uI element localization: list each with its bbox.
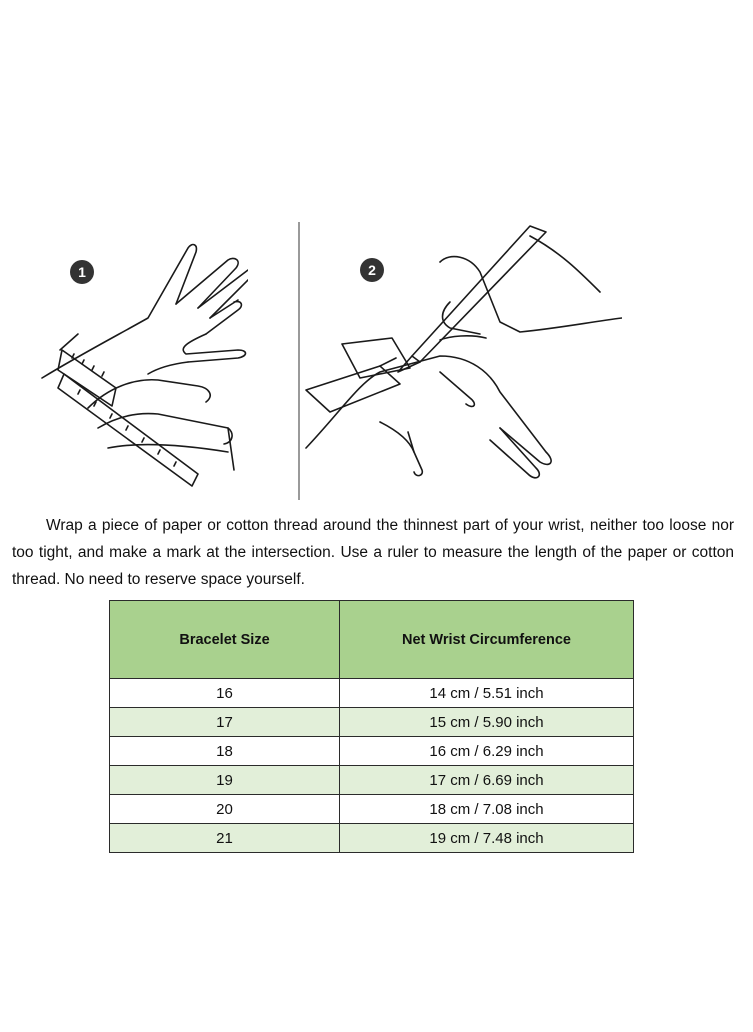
hand-icon xyxy=(306,356,551,478)
pen-icon xyxy=(398,226,546,372)
step-1-badge xyxy=(70,260,94,284)
table-row xyxy=(110,708,634,737)
bracelet-size-cell: 18 xyxy=(110,737,340,766)
wrist-circumference-cell: 16 cm / 6.29 inch xyxy=(340,737,634,766)
table-header-row xyxy=(110,601,634,679)
table-row xyxy=(110,766,634,795)
svg-text:1: 1 xyxy=(78,264,86,280)
header-net-wrist-circumference: Net Wrist Circumference xyxy=(340,601,634,679)
bracelet-size-cell: 21 xyxy=(110,824,340,853)
wrist-circumference-cell: 14 cm / 5.51 inch xyxy=(340,679,634,708)
bracelet-size-cell: 16 xyxy=(110,679,340,708)
step-2-badge xyxy=(360,258,384,282)
paper-strip-icon xyxy=(306,338,410,412)
table-row xyxy=(110,795,634,824)
bracelet-size-cell: 17 xyxy=(110,708,340,737)
right-hand-icon xyxy=(88,380,234,470)
instructions-paragraph: Wrap a piece of paper or cotton thread around the thinnest part of your wrist, neither too loose nor too tight, and make a mark at the intersection. Use a ruler to measure the length of the paper or cotton thread. No need to reserve space yourself. xyxy=(12,517,734,588)
bracelet-size-cell: 19 xyxy=(110,766,340,795)
holding-hand-icon xyxy=(440,236,622,340)
table-row xyxy=(110,824,634,853)
table-row xyxy=(110,679,634,708)
wrist-circumference-cell: 18 cm / 7.08 inch xyxy=(340,795,634,824)
svg-text:2: 2 xyxy=(368,262,376,278)
header-bracelet-size: Bracelet Size xyxy=(110,601,340,679)
size-chart-table xyxy=(109,600,634,853)
bracelet-size-cell: 20 xyxy=(110,795,340,824)
wrist-circumference-cell: 17 cm / 6.69 inch xyxy=(340,766,634,795)
wrist-circumference-cell: 19 cm / 7.48 inch xyxy=(340,824,634,853)
table-row xyxy=(110,737,634,766)
step-2-illustration xyxy=(300,222,622,500)
step-1-illustration xyxy=(38,238,248,493)
wrist-circumference-cell: 15 cm / 5.90 inch xyxy=(340,708,634,737)
